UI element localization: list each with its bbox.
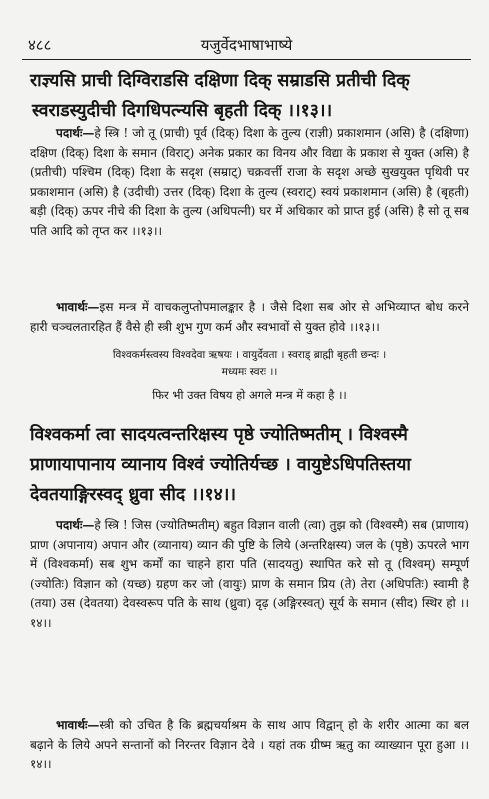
page-number: ४८८ [28,36,52,54]
rishi-devata-text: विश्वकर्मस्त्वस्य विश्वदेवा ऋषयः । वायुर्देवता । स्वराड् ब्राह्मी बृहती छन्दः । [112,349,387,361]
mantra-line: प्राणायापानाय व्यानाय विश्वं ज्योतिर्यच्छ । वायुष्टेऽधिपतिस्तया [30,455,411,475]
padartha-14 [30,516,469,633]
bhavartha-13 [30,298,469,337]
bhavartha-text: स्त्री को उचित है कि ब्रह्मचर्याश्रम के साथ आप विद्वान् हो के शरीर आत्मा का बल बढ़ाने के लिये अपने सन्तानों को निरन्तर विज्ञान देवे । यहां तक ग्रीष्म ऋतु का व्याख्यान पूरा हुआ ।।१४।। [30,718,469,771]
bhavartha-label: भावार्थः— [56,718,100,732]
rishi-devata-line [30,347,469,381]
padartha-label: पदार्थः— [56,126,95,140]
mantra-line: राज्ञ्यसि प्राची दिग्विराडसि दक्षिणा दिक् सम्राडसि प्रतीची दिक् [30,71,410,91]
intro-next-mantra: फिर भी उक्त विषय हो अगले मन्त्र में कहा है ।। [152,388,347,402]
mantra-line: देवतयाङ्गिरस्वद् ध्रुवा सीद ।।१४।। [30,485,236,505]
bhavartha-14 [30,716,469,775]
svara-text: मध्यमः स्वरः ।। [221,366,278,378]
mantra-line: स्वराडस्युदीची दिगधिपत्न्यसि बृहती दिक् ।।१३।। [32,101,333,121]
padartha-13 [30,124,469,241]
page-header [22,33,471,60]
mantra-14 [30,420,469,510]
padartha-text: हे स्त्रि ! जिस (ज्योतिष्मतीम्) बहुत विज्ञान वाली (त्वा) तुझ को (विश्वस्मै) सब (प्राणाय) प्राण (अपानाय) अपान और (व्यानाय) व्यान की पुष्टि के लिये (अन्तरिक्षस्य) जल के (पृष्ठे) ऊपरले भाग में (विश्वकर्मा) सब शुभ कर्मों का चाहने हारा पति (सादयतु) स्थापित करे सो तू (विश्वम्) सम्पूर्ण (ज्योतिः) विज्ञान को (यच्छ) ग्रहण कर जो (वायुः) प्राण के समान प्रिय (ते) तेरा (अधिपतिः) स्वामी है (तया) उस (देवतया) देवस्वरूप पति के साथ (ध्रुवा) दृढ़ (अङ्गिरस्वत्) सूर्य के समान (सीद) स्थिर हो ।।१४।। [30,518,469,630]
bhavartha-text: इस मन्त्र में वाचकलुप्तोपमालङ्कार है । जैसे दिशा सब ओर से अभिव्याप्त बोध करने हारी चञ्चलतारहित हैं वैसे ही स्त्री शुभ गुण कर्म और स्वभावों से युक्त होवे ।।१३।। [30,300,469,334]
running-title: यजुर्वेदभाषाभाष्ये [200,36,293,54]
padartha-text: हे स्त्रि ! जो तू (प्राची) पूर्व (दिक्) दिशा के तुल्य (राज्ञी) प्रकाशमान (असि) है (दक्षिणा) दक्षिण (दिक्) दिशा के समान (विराट्) अनेक प्रकार का विनय और विद्या के प्रकाश से युक्त (असि) है (प्रतीची) पश्चिम (दिक्) दिशा के सदृश (सम्राट्) चक्रवर्त्ती राजा के सदृश अच्छे सुखयुक्त पृथिवी पर प्रकाशमान (असि) है (उदीची) उत्तर (दिक्) दिशा के तुल्य (स्वराट्) स्वयं प्रकाशमान (असि) है (बृहती) बड़ी (दिक्) ऊपर नीचे की दिशा के तुल्य (अधिपत्नी) घर में अधिकार को प्राप्त हुई (असि) है सो तू सब पति आदि को तृप्त कर ।।१३।। [30,126,469,238]
mantra-line: विश्वकर्मा त्वा सादयत्वन्तरिक्षस्य पृष्ठे ज्योतिष्मतीम् । विश्वस्मै [30,425,408,445]
padartha-label: पदार्थः— [56,518,95,532]
mantra-13 [30,66,469,126]
bhavartha-label: भावार्थः— [56,300,100,314]
